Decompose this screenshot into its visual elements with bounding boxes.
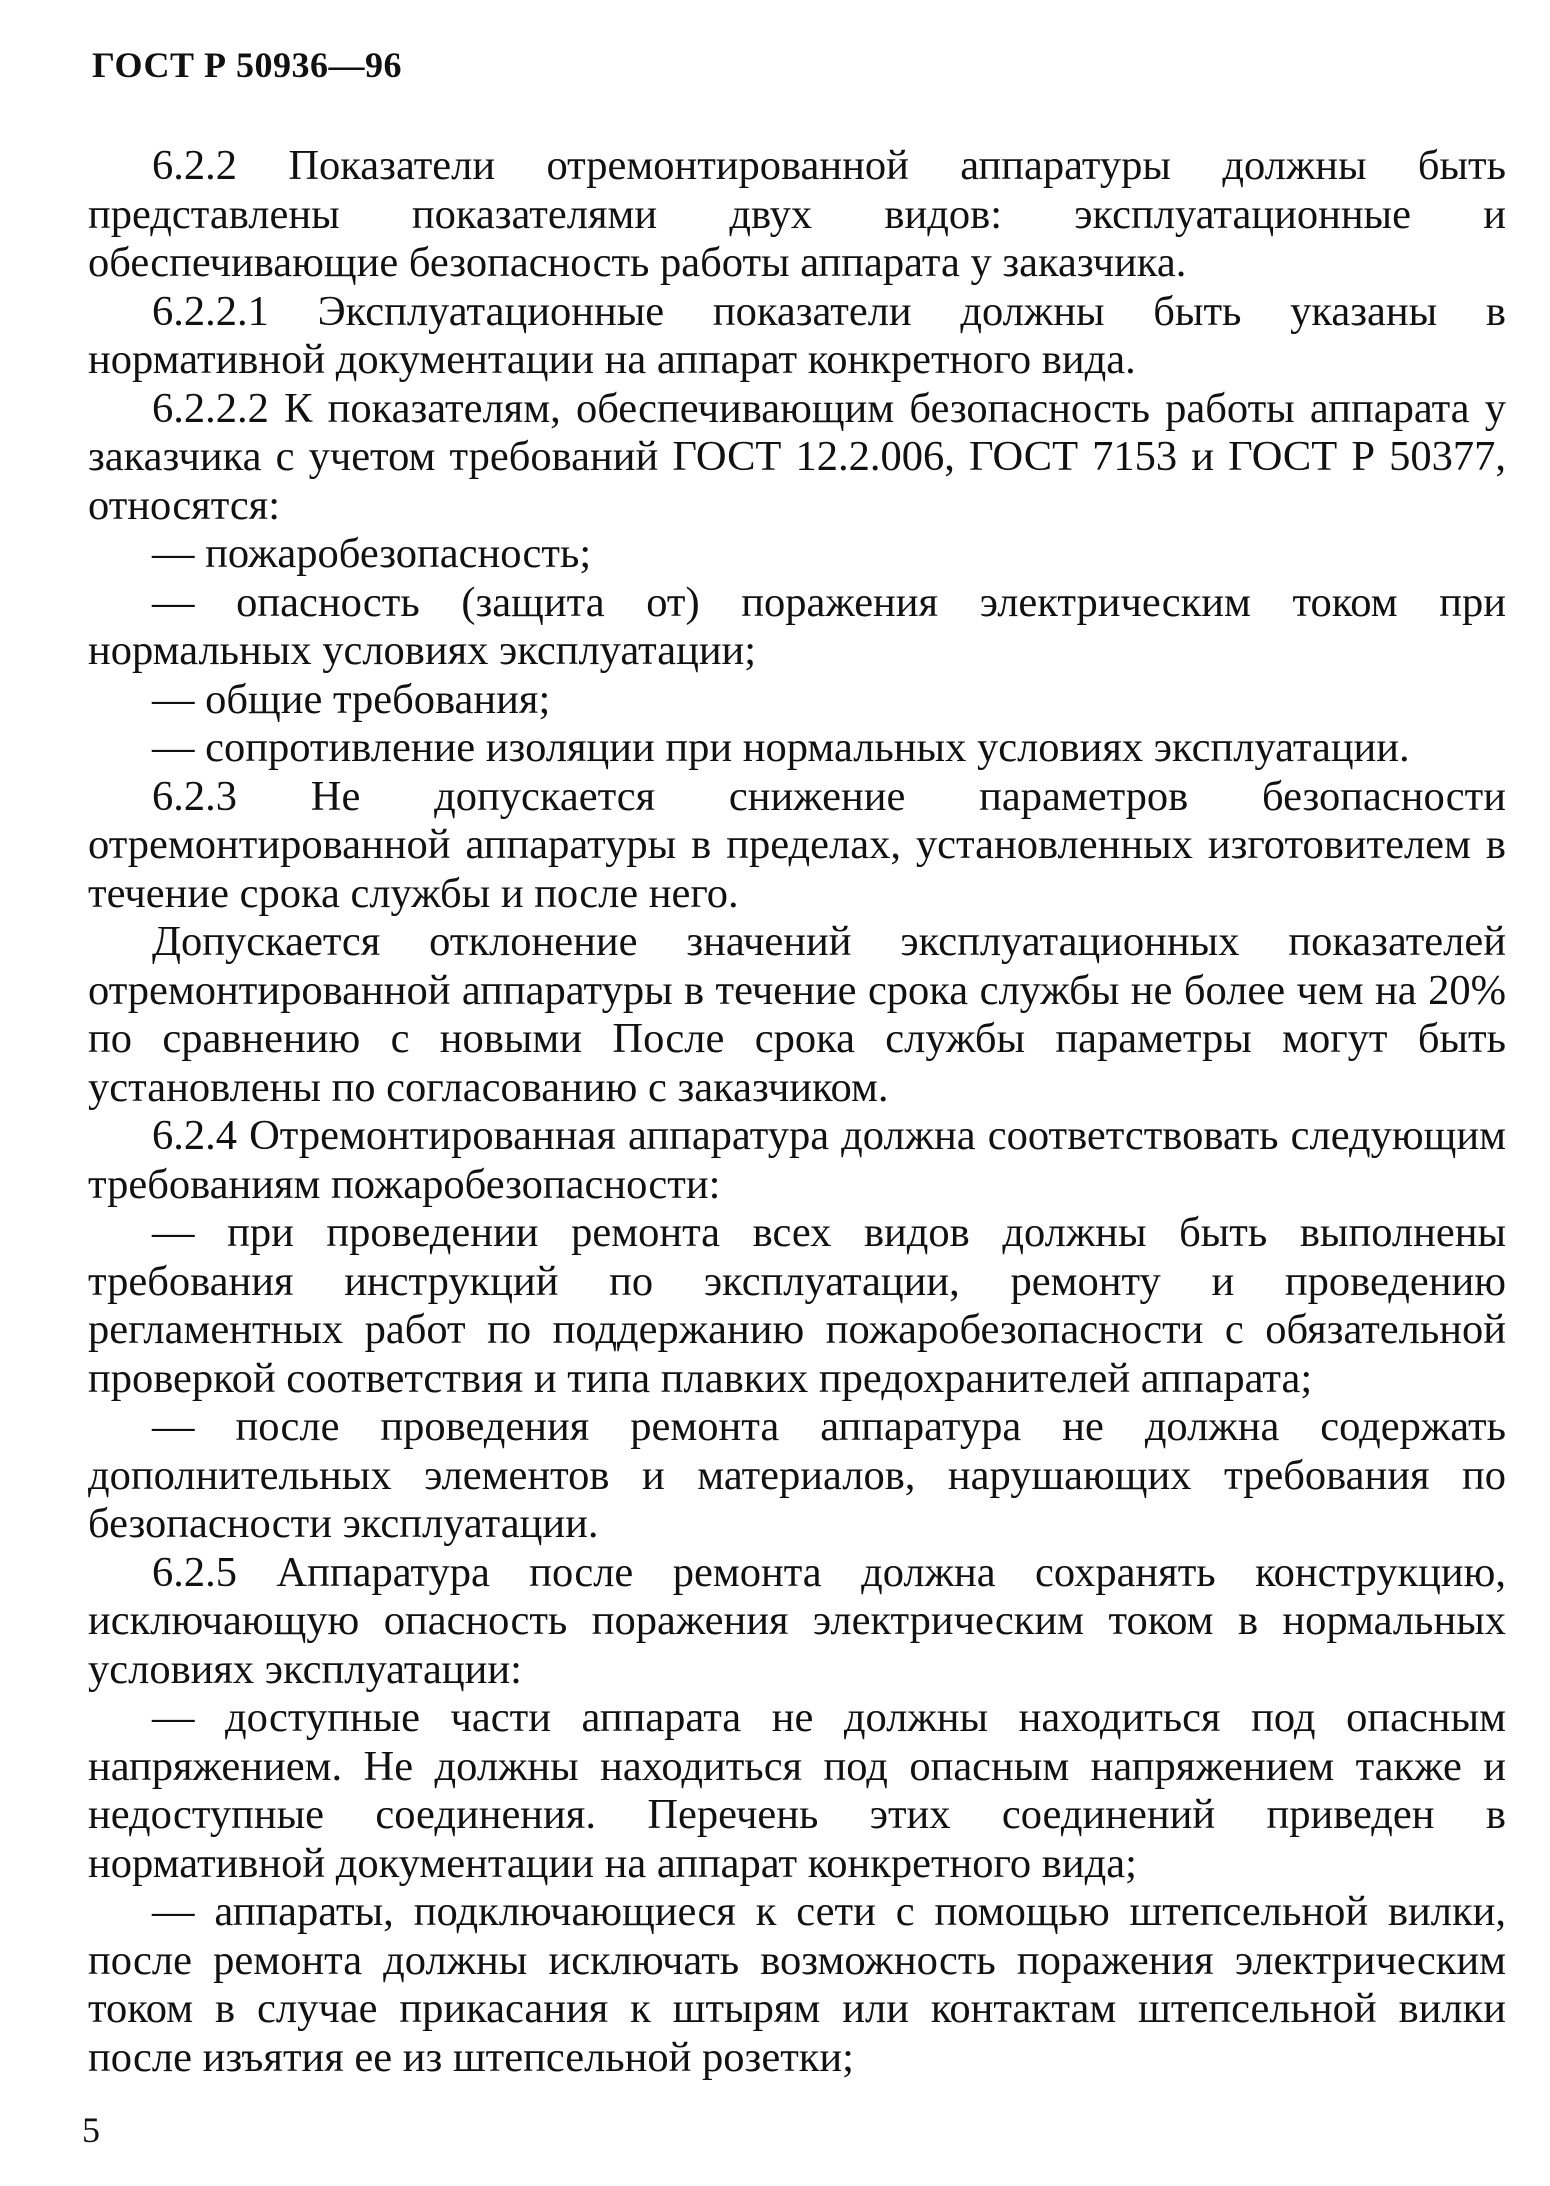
paragraph-6-2-5: 6.2.5 Аппаратура после ремонта должна сохранять конструкцию, исключающую опасность поражения электрическим током в нормальных условиях эксплуатации:: [88, 1548, 1506, 1693]
list-item-no-extra-elements: — после проведения ремонта аппаратура не должна содержать дополнительных элементов и материалов, нарушающих требования по безопасности эксплуатации.: [88, 1403, 1506, 1547]
paragraph-6-2-3: 6.2.3 Не допускается снижение параметров безопасности отремонтированной аппаратуры в пределах, установленных изготовителем в течение срока службы и после него.: [88, 772, 1506, 917]
paragraph-6-2-2: 6.2.2 Показатели отремонтированной аппаратуры должны быть представлены показателями двух видов: эксплуатационные и обеспечивающие безопасность работы аппарата у заказчика.: [88, 142, 1506, 286]
document-header: ГОСТ Р 50936—96: [92, 45, 402, 85]
list-item-plug-safety: — аппараты, подключающиеся к сети с помощью штепсельной вилки, после ремонта должны исключать возможность поражения электрическим током в случае прикасания к штырям или контактам штепсельной вилки после изъятия ее из штепсельной розетки;: [88, 1888, 1506, 2081]
paragraph-6-2-2-2: 6.2.2.2 К показателям, обеспечивающим безопасность работы аппарата у заказчика с учетом требований ГОСТ 12.2.006, ГОСТ 7153 и ГОСТ Р 50377, относятся:: [88, 384, 1506, 529]
page-number: 5: [82, 2110, 100, 2150]
list-item-fire-safety: — пожаробезопасность;: [152, 530, 592, 577]
paragraph-deviation-allowance: Допускается отклонение значений эксплуатационных показателей отремонтированной аппаратуры в течение срока службы не более чем на 20% по сравнению с новыми После срока службы параметры могут быть установлены по согласованию с заказчиком.: [88, 918, 1506, 1111]
list-item-general-requirements: — общие требования;: [152, 675, 551, 723]
paragraph-6-2-4: 6.2.4 Отремонтированная аппаратура должна соответствовать следующим требованиям пожаробезопасности:: [88, 1112, 1506, 1208]
document-body: [88, 142, 1506, 2082]
list-item-insulation-resistance: — сопротивление изоляции при нормальных условиях эксплуатации.: [152, 724, 1410, 771]
list-item-accessible-parts: — доступные части аппарата не должны находиться под опасным напряжением. Не должны находиться под опасным напряжением также и недоступные соединения. Перечень этих соединений приведен в нормативной документации на аппарат конкретного вида;: [88, 1694, 1506, 1887]
paragraph-6-2-2-1: 6.2.2.1 Эксплуатационные показатели должны быть указаны в нормативной документации на аппарат конкретного вида.: [88, 287, 1506, 383]
list-item-electric-shock: — опасность (защита от) поражения электрическим током при нормальных условиях эксплуатации;: [88, 578, 1506, 674]
list-item-repair-requirements: — при проведении ремонта всех видов должны быть выполнены требования инструкций по эксплуатации, ремонту и проведению регламентных работ по поддержанию пожаробезопасности с обязательной проверкой соответствия и типа плавких предохранителей аппарата;: [88, 1209, 1506, 1402]
